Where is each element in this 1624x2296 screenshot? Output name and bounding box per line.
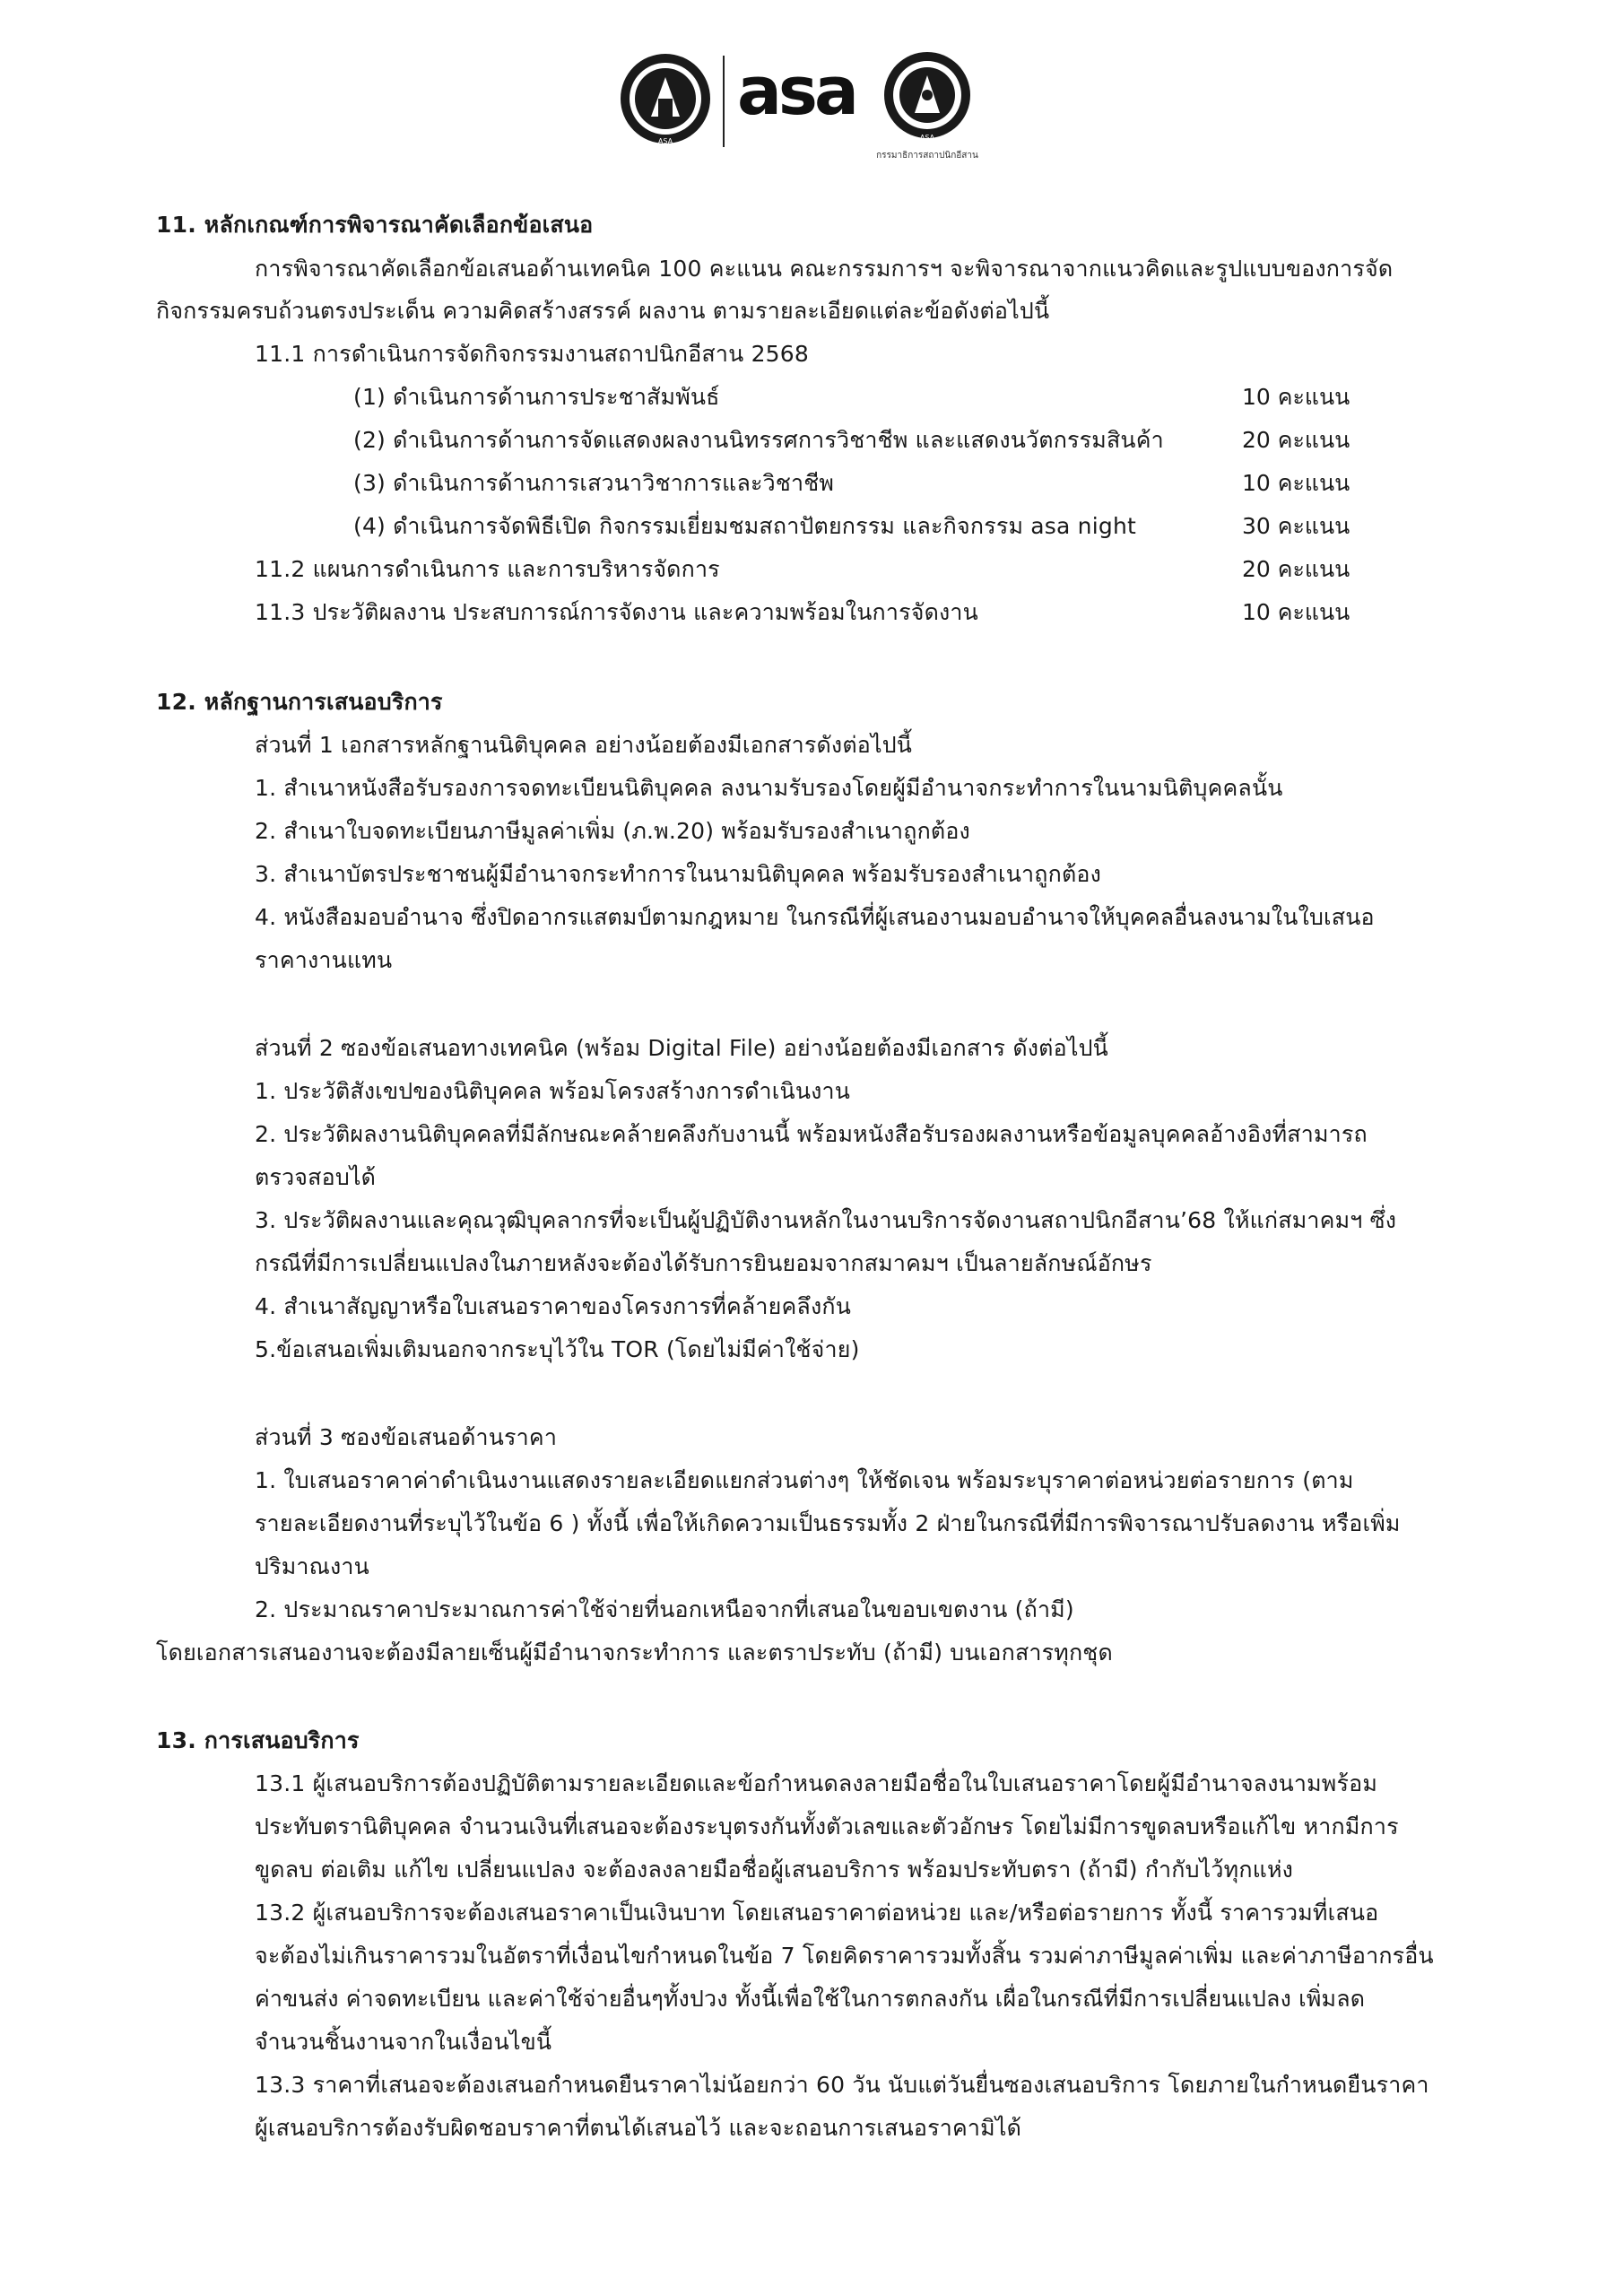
part-1-line: 3. สำเนาบัตรประชาชนผู้มีอำนาจกระทำการในนามนิติบุคคล พร้อมรับรองสำเนาถูกต้อง [255, 861, 1102, 887]
part-1-line: 2. สำเนาใบจดทะเบียนภาษีมูลค่าเพิ่ม (ภ.พ.20) พร้อมรับรองสำเนาถูกต้อง [255, 818, 970, 844]
criteria-item-label: (3) ดำเนินการด้านการเสวนาวิชาการและวิชาชีพ [353, 470, 835, 496]
section-13-line: 13.3 ราคาที่เสนอจะต้องเสนอกำหนดยืนราคาไม่น้อยกว่า 60 วัน นับแต่วันยื่นซองเสนอบริการ โดยภายในกำหนดยืนราคา [255, 2072, 1429, 2098]
seal-left-text: ASA [657, 137, 673, 145]
part-2-line: ตรวจสอบได้ [255, 1164, 377, 1190]
part-3-line: รายละเอียดงานที่ระบุไว้ในข้อ 6 ) ทั้งนี้ เพื่อให้เกิดความเป็นธรรมทั้ง 2 ฝ่ายในกรณีที่มีการพิจารณาปรับลดงาน หรือเพิ่ม [255, 1510, 1401, 1536]
criteria-item-label: (1) ดำเนินการด้านการประชาสัมพันธ์ [353, 384, 720, 410]
section-11-2-label: 11.2 แผนการดำเนินการ และการบริหารจัดการ [255, 556, 720, 582]
part-2-title: ส่วนที่ 2 ซองข้อเสนอทางเทคนิค (พร้อม Digital File) อย่างน้อยต้องมีเอกสาร ดังต่อไปนี้ [255, 1035, 1108, 1061]
section-13-line: 13.1 ผู้เสนอบริการต้องปฏิบัติตามรายละเอียดและข้อกำหนดลงลายมือชื่อในใบเสนอราคาโดยผู้มีอำนาจลงนามพร้อม [255, 1770, 1378, 1796]
criteria-item-score: 10 คะแนน [1242, 384, 1350, 410]
part-2-line: 5.ข้อเสนอเพิ่มเติมนอกจากระบุไว้ใน TOR (โดยไม่มีค่าใช้จ่าย) [255, 1336, 860, 1362]
part-2-line: 1. ประวัติสังเขปของนิติบุคคล พร้อมโครงสร้างการดำเนินงาน [255, 1078, 851, 1104]
part-3-line: ปริมาณงาน [255, 1553, 369, 1579]
part-2-line: กรณีที่มีการเปลี่ยนแปลงในภายหลังจะต้องได้รับการยินยอมจากสมาคมฯ เป็นลายลักษณ์อักษร [255, 1250, 1152, 1276]
part-2-line: 2. ประวัติผลงานนิติบุคคลที่มีลักษณะคล้ายคลึงกับงานนี้ พร้อมหนังสือรับรองผลงานหรือข้อมูลบุคคลอ้างอิงที่สามารถ [255, 1121, 1368, 1147]
section-13-line: จะต้องไม่เกินราคารวมในอัตราที่เงื่อนไขกำหนดในข้อ 7 โดยคิดราคารวมทั้งสิ้น รวมค่าภาษีมูลค่าเพิ่ม และค่าภาษีอากรอื่น [255, 1943, 1434, 1969]
asa-seal-left-icon [619, 50, 712, 151]
section-13-line: 13.2 ผู้เสนอบริการจะต้องเสนอราคาเป็นเงินบาท โดยเสนอราคาต่อหน่วย และ/หรือต่อรายการ ทั้งนี้ ราคารวมที่เสนอ [255, 1900, 1379, 1926]
logo-separator [723, 56, 725, 147]
part-1-title: ส่วนที่ 1 เอกสารหลักฐานนิติบุคคล อย่างน้อยต้องมีเอกสารดังต่อไปนี้ [255, 732, 913, 758]
section-11-1-title: 11.1 การดำเนินการจัดกิจกรรมงานสถาปนิกอีสาน 2568 [255, 341, 809, 367]
criteria-item-label: (2) ดำเนินการด้านการจัดแสดงผลงานนิทรรศการวิชาชีพ และแสดงนวัตกรรมสินค้า [353, 427, 1164, 453]
part-3-line: 1. ใบเสนอราคาค่าดำเนินงานแสดงรายละเอียดแยกส่วนต่างๆ ให้ชัดเจน พร้อมระบุราคาต่อหน่วยต่อรายการ (ตาม [255, 1467, 1354, 1493]
part-3-title: ส่วนที่ 3 ซองข้อเสนอด้านราคา [255, 1424, 558, 1450]
part-2-line: 4. สำเนาสัญญาหรือใบเสนอราคาของโครงการที่คล้ายคลึงกัน [255, 1293, 851, 1319]
section-13-line: ขูดลบ ต่อเติม แก้ไข เปลี่ยนแปลง จะต้องลงลายมือชื่อผู้เสนอบริการ พร้อมประทับตรา (ถ้ามี) กำกับไว้ทุกแห่ง [255, 1857, 1294, 1883]
section-13-line: ประทับตรานิติบุคคล จำนวนเงินที่เสนอจะต้องระบุตรงกันทั้งตัวเลขและตัวอักษร โดยไม่มีการขูดลบหรือแก้ไข หากมีการ [255, 1813, 1399, 1839]
asa-logo-text: asa [737, 53, 855, 130]
header-logos [0, 43, 1624, 160]
part-2-line: 3. ประวัติผลงานและคุณวุฒิบุคลากรที่จะเป็นผู้ปฏิบัติงานหลักในงานบริการจัดงานสถาปนิกอีสาน’68 ให้แก่สมาคมฯ ซึ่ง [255, 1207, 1397, 1233]
section-11-intro-line-2: กิจกรรมครบถ้วนตรงประเด็น ความคิดสร้างสรรค์ ผลงาน ตามรายละเอียดแต่ละข้อดังต่อไปนี้ [156, 298, 1050, 324]
section-13-line: ค่าขนส่ง ค่าจดทะเบียน และค่าใช้จ่ายอื่นๆทั้งปวง ทั้งนี้เพื่อใช้ในการตกลงกัน เผื่อในกรณีที่มีการเปลี่ยนแปลง เพิ่มลด [255, 1986, 1366, 2012]
section-11-2-score: 20 คะแนน [1242, 556, 1350, 582]
section-12-heading: 12. หลักฐานการเสนอบริการ [156, 689, 443, 715]
criteria-item-score: 20 คะแนน [1242, 427, 1350, 453]
section-11-heading: 11. หลักเกณฑ์การพิจารณาคัดเลือกข้อเสนอ [156, 212, 594, 238]
part-1-line: 4. หนังสือมอบอำนาจ ซึ่งปิดอากรแสตมป์ตามกฎหมาย ในกรณีที่ผู้เสนองานมอบอำนาจให้บุคคลอื่นลงนามในใบเสนอ [255, 904, 1375, 930]
section-13-line: ผู้เสนอบริการต้องรับผิดชอบราคาที่ตนได้เสนอไว้ และจะถอนการเสนอราคามิได้ [255, 2115, 1022, 2141]
criteria-item-score: 10 คะแนน [1242, 470, 1350, 496]
section-13-line: จำนวนชิ้นงานจากในเงื่อนไขนี้ [255, 2029, 552, 2055]
criteria-item-label: (4) ดำเนินการจัดพิธีเปิด กิจกรรมเยี่ยมชมสถาปัตยกรรม และกิจกรรม asa night [353, 513, 1136, 539]
section-11-intro-line-1: การพิจารณาคัดเลือกข้อเสนอด้านเทคนิค 100 คะแนน คณะกรรมการฯ จะพิจารณาจากแนวคิดและรูปแบบของการจัด [255, 256, 1394, 282]
part-3-closing: โดยเอกสารเสนองานจะต้องมีลายเซ็นผู้มีอำนาจกระทำการ และตราประทับ (ถ้ามี) บนเอกสารทุกชุด [156, 1639, 1113, 1665]
part-3-line: 2. ประมาณราคาประมาณการค่าใช้จ่ายที่นอกเหนือจากที่เสนอในขอบเขตงาน (ถ้ามี) [255, 1596, 1074, 1622]
section-13-heading: 13. การเสนอบริการ [156, 1727, 360, 1753]
seal-caption: กรรมาธิการสถาปนิกอีสาน [876, 151, 978, 161]
part-1-line: ราคางานแทน [255, 947, 393, 973]
criteria-item-score: 30 คะแนน [1242, 513, 1350, 539]
asa-seal-right-icon [881, 50, 974, 151]
seal-right-text: ASA [919, 134, 935, 142]
section-11-3-score: 10 คะแนน [1242, 599, 1350, 625]
section-11-3-label: 11.3 ประวัติผลงาน ประสบการณ์การจัดงาน และความพร้อมในการจัดงาน [255, 599, 978, 625]
part-1-line: 1. สำเนาหนังสือรับรองการจดทะเบียนนิติบุคคล ลงนามรับรองโดยผู้มีอำนาจกระทำการในนามนิติบุคคลนั้น [255, 775, 1283, 801]
